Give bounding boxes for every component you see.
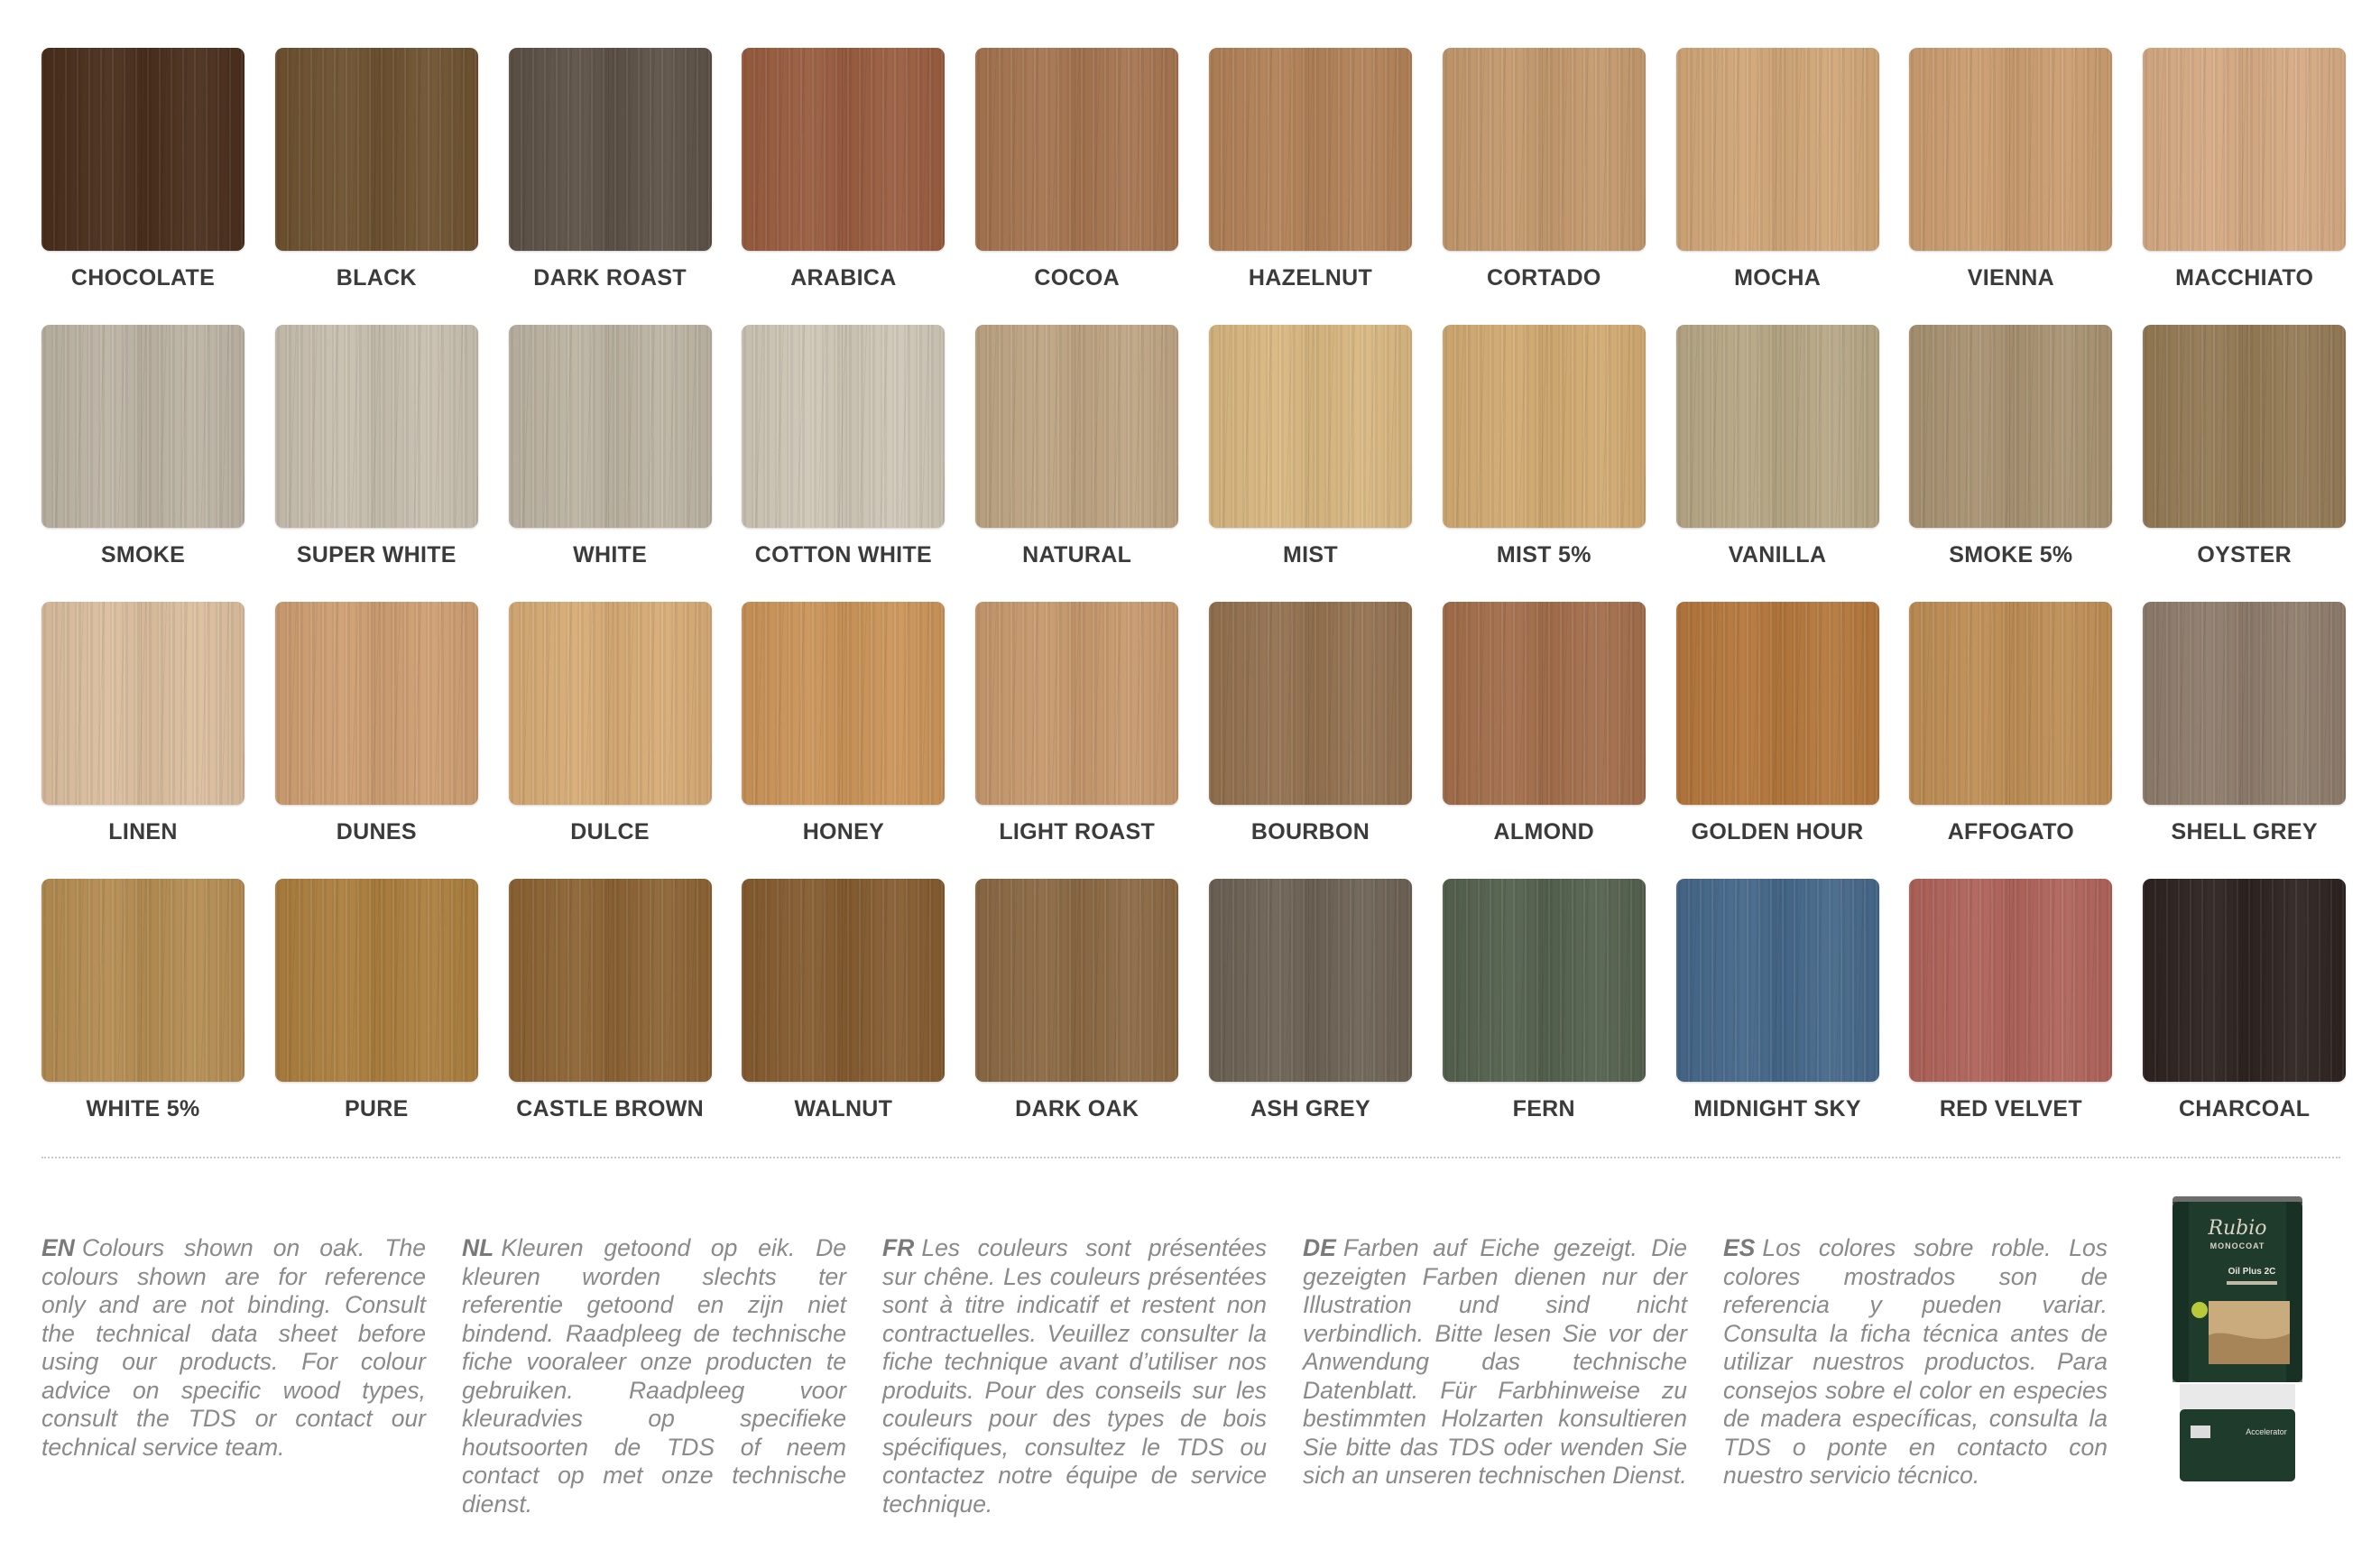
swatch-almond	[1443, 602, 1646, 879]
swatch-cotton-white	[742, 325, 945, 602]
swatch-color	[2143, 48, 2346, 251]
note-es	[1723, 1234, 2108, 1490]
note-text: Los colores sobre roble. Los colores mostrados son de referencia y pueden variar. Consulta la ficha técnica antes de utilizar nuestros productos. Para consejos sobre el color en especies de madera específicas, consulta la TDS o ponte en contacto con nuestro servicio técnico.	[1723, 1234, 2108, 1489]
note-lang: FR	[882, 1234, 915, 1261]
swatch-color	[1209, 602, 1412, 805]
swatch-color	[275, 602, 478, 805]
swatch-label: WHITE	[573, 542, 648, 567]
note-lang: EN	[42, 1234, 75, 1261]
swatch-bourbon	[1209, 602, 1412, 879]
swatch-color	[975, 325, 1178, 528]
swatch-color	[1209, 325, 1412, 528]
swatch-color	[1676, 879, 1879, 1082]
swatch-macchiato	[2143, 48, 2346, 325]
swatch-color	[1676, 602, 1879, 805]
swatch-color	[509, 879, 712, 1082]
swatch-color	[742, 325, 945, 528]
swatch-label: DARK ROAST	[533, 265, 687, 291]
swatch-label: VIENNA	[1967, 265, 2054, 291]
swatch-label: SHELL GREY	[2171, 819, 2318, 844]
swatch-grid	[42, 48, 2340, 1156]
swatch-label: FERN	[1512, 1096, 1575, 1121]
swatch-pure	[275, 879, 478, 1156]
swatch-label: MIST 5%	[1496, 542, 1591, 567]
swatch-golden-hour	[1676, 602, 1879, 879]
swatch-white	[509, 325, 712, 602]
swatch-label: SMOKE 5%	[1949, 542, 2073, 567]
swatch-label: DULCE	[570, 819, 650, 844]
swatch-light-roast	[975, 602, 1178, 879]
swatch-charcoal	[2143, 879, 2346, 1156]
swatch-color	[1443, 602, 1646, 805]
swatch-color	[509, 602, 712, 805]
section-divider	[42, 1157, 2340, 1158]
swatch-mist	[1209, 325, 1412, 602]
swatch-color	[1676, 325, 1879, 528]
swatch-affogato	[1909, 602, 2112, 879]
swatch-label: CHOCOLATE	[70, 265, 216, 291]
swatch-label: HONEY	[802, 819, 885, 844]
swatch-label: COTTON WHITE	[754, 542, 932, 567]
swatch-color	[1909, 48, 2112, 251]
swatch-label: NATURAL	[1022, 542, 1132, 567]
swatch-honey	[742, 602, 945, 879]
swatch-color	[275, 879, 478, 1082]
swatch-color	[42, 325, 244, 528]
note-de	[1303, 1234, 1687, 1490]
swatch-label: COCOA	[1034, 265, 1120, 291]
swatch-label: WALNUT	[794, 1096, 893, 1121]
swatch-black	[275, 48, 478, 325]
swatch-castle-brown	[509, 879, 712, 1156]
oil-plus-2c-can-icon	[2165, 1191, 2310, 1489]
swatch-color	[42, 879, 244, 1082]
swatch-label: HAZELNUT	[1248, 265, 1373, 291]
swatch-super-white	[275, 325, 478, 602]
swatch-label: LIGHT ROAST	[999, 819, 1156, 844]
swatch-label: RED VELVET	[1939, 1096, 2082, 1121]
swatch-color	[1209, 48, 1412, 251]
swatch-color	[1909, 602, 2112, 805]
swatch-label: GOLDEN HOUR	[1691, 819, 1864, 844]
swatch-label: DUNES	[336, 819, 417, 844]
swatch-label: BLACK	[336, 265, 417, 291]
note-text: Farben auf Eiche gezeigt. Die gezeigten Farben dienen nur der Illustration und sind nicht verbindlich. Bitte lesen Sie vor der Anwendung das technische Datenblatt. Für Farbhinweise zu bestimmten Holzarten konsultieren Sie bitte das TDS oder wenden Sie sich an unseren technischen Dienst.	[1303, 1234, 1687, 1489]
note-text: Les couleurs sont présentées sur chêne. Les couleurs présentées sont à titre indicatif et restent non contractuelles. Veuillez consulter la fiche technique avant d’utiliser nos produits. Pour des conseils sur les couleurs pour des types de bois spécifiques, consultez le TDS ou contactez notre équipe de service technique.	[882, 1234, 1267, 1518]
swatch-color	[509, 48, 712, 251]
swatch-label: MOCHA	[1734, 265, 1822, 291]
swatch-color	[975, 602, 1178, 805]
svg-text:Rubio: Rubio	[2208, 1217, 2267, 1240]
swatch-red-velvet	[1909, 879, 2112, 1156]
swatch-cocoa	[975, 48, 1178, 325]
svg-text:Accelerator: Accelerator	[2246, 1427, 2287, 1436]
note-nl	[462, 1234, 846, 1518]
swatch-color	[1676, 48, 1879, 251]
swatch-color	[2143, 602, 2346, 805]
swatch-color	[42, 48, 244, 251]
swatch-label: CORTADO	[1486, 265, 1601, 291]
swatch-label: SUPER WHITE	[296, 542, 457, 567]
note-lang: DE	[1303, 1234, 1336, 1261]
swatch-color	[1909, 879, 2112, 1082]
swatch-smoke-5	[1909, 325, 2112, 602]
swatch-color	[509, 325, 712, 528]
swatch-label: CHARCOAL	[2178, 1096, 2311, 1121]
note-lang: NL	[462, 1234, 494, 1261]
swatch-vienna	[1909, 48, 2112, 325]
disclaimer-notes	[42, 1234, 2117, 1518]
swatch-label: ARABICA	[790, 265, 897, 291]
swatch-shell-grey	[2143, 602, 2346, 879]
swatch-label: MACCHIATO	[2175, 265, 2314, 291]
note-en	[42, 1234, 426, 1462]
swatch-dunes	[275, 602, 478, 879]
swatch-color	[1209, 879, 1412, 1082]
product-image	[2165, 1191, 2310, 1489]
swatch-color	[742, 48, 945, 251]
swatch-color	[42, 602, 244, 805]
swatch-dark-roast	[509, 48, 712, 325]
swatch-fern	[1443, 879, 1646, 1156]
swatch-cortado	[1443, 48, 1646, 325]
swatch-hazelnut	[1209, 48, 1412, 325]
swatch-vanilla	[1676, 325, 1879, 602]
swatch-dulce	[509, 602, 712, 879]
swatch-color	[275, 325, 478, 528]
swatch-color	[742, 602, 945, 805]
swatch-oyster	[2143, 325, 2346, 602]
swatch-arabica	[742, 48, 945, 325]
note-lang: ES	[1723, 1234, 1756, 1261]
swatch-color	[2143, 879, 2346, 1082]
swatch-label: SMOKE	[100, 542, 186, 567]
swatch-color	[2143, 325, 2346, 528]
note-text: Kleuren getoond op eik. De kleuren worden slechts ter referentie getoond en zijn niet bindend. Raadpleeg de technische fiche vooraleer onze producten te gebruiken. Raadpleeg voor kleuradvies op specifieke houtsoorten de TDS of neem contact op met onze technische dienst.	[462, 1234, 846, 1518]
swatch-label: ASH GREY	[1250, 1096, 1370, 1121]
note-text: Colours shown on oak. The colours shown are for reference only and are not binding. Consult the technical data sheet before using our products. For colour advice on specific wood types, consult the TDS or contact our technical service team.	[42, 1234, 426, 1461]
swatch-label: CASTLE BROWN	[516, 1096, 704, 1121]
swatch-label: ALMOND	[1493, 819, 1595, 844]
swatch-linen	[42, 602, 244, 879]
swatch-color	[275, 48, 478, 251]
swatch-label: MIDNIGHT SKY	[1693, 1096, 1861, 1121]
swatch-label: VANILLA	[1728, 542, 1827, 567]
swatch-ash-grey	[1209, 879, 1412, 1156]
swatch-color	[742, 879, 945, 1082]
swatch-label: MIST	[1283, 542, 1338, 567]
swatch-chocolate	[42, 48, 244, 325]
swatch-label: PURE	[344, 1096, 409, 1121]
swatch-color	[1909, 325, 2112, 528]
swatch-label: DARK OAK	[1015, 1096, 1139, 1121]
swatch-midnight-sky	[1676, 879, 1879, 1156]
svg-text:MONOCOAT: MONOCOAT	[2209, 1241, 2265, 1250]
swatch-white-5	[42, 879, 244, 1156]
note-fr	[882, 1234, 1267, 1518]
swatch-label: BOURBON	[1250, 819, 1370, 844]
swatch-mocha	[1676, 48, 1879, 325]
swatch-walnut	[742, 879, 945, 1156]
swatch-dark-oak	[975, 879, 1178, 1156]
swatch-smoke	[42, 325, 244, 602]
swatch-label: LINEN	[108, 819, 178, 844]
swatch-natural	[975, 325, 1178, 602]
swatch-color	[1443, 48, 1646, 251]
swatch-mist-5	[1443, 325, 1646, 602]
swatch-label: AFFOGATO	[1947, 819, 2075, 844]
svg-text:Oil Plus 2C: Oil Plus 2C	[2228, 1267, 2276, 1277]
swatch-color	[975, 879, 1178, 1082]
swatch-color	[1443, 879, 1646, 1082]
swatch-label: OYSTER	[2197, 542, 2292, 567]
swatch-color	[975, 48, 1178, 251]
swatch-label: WHITE 5%	[86, 1096, 200, 1121]
swatch-color	[1443, 325, 1646, 528]
